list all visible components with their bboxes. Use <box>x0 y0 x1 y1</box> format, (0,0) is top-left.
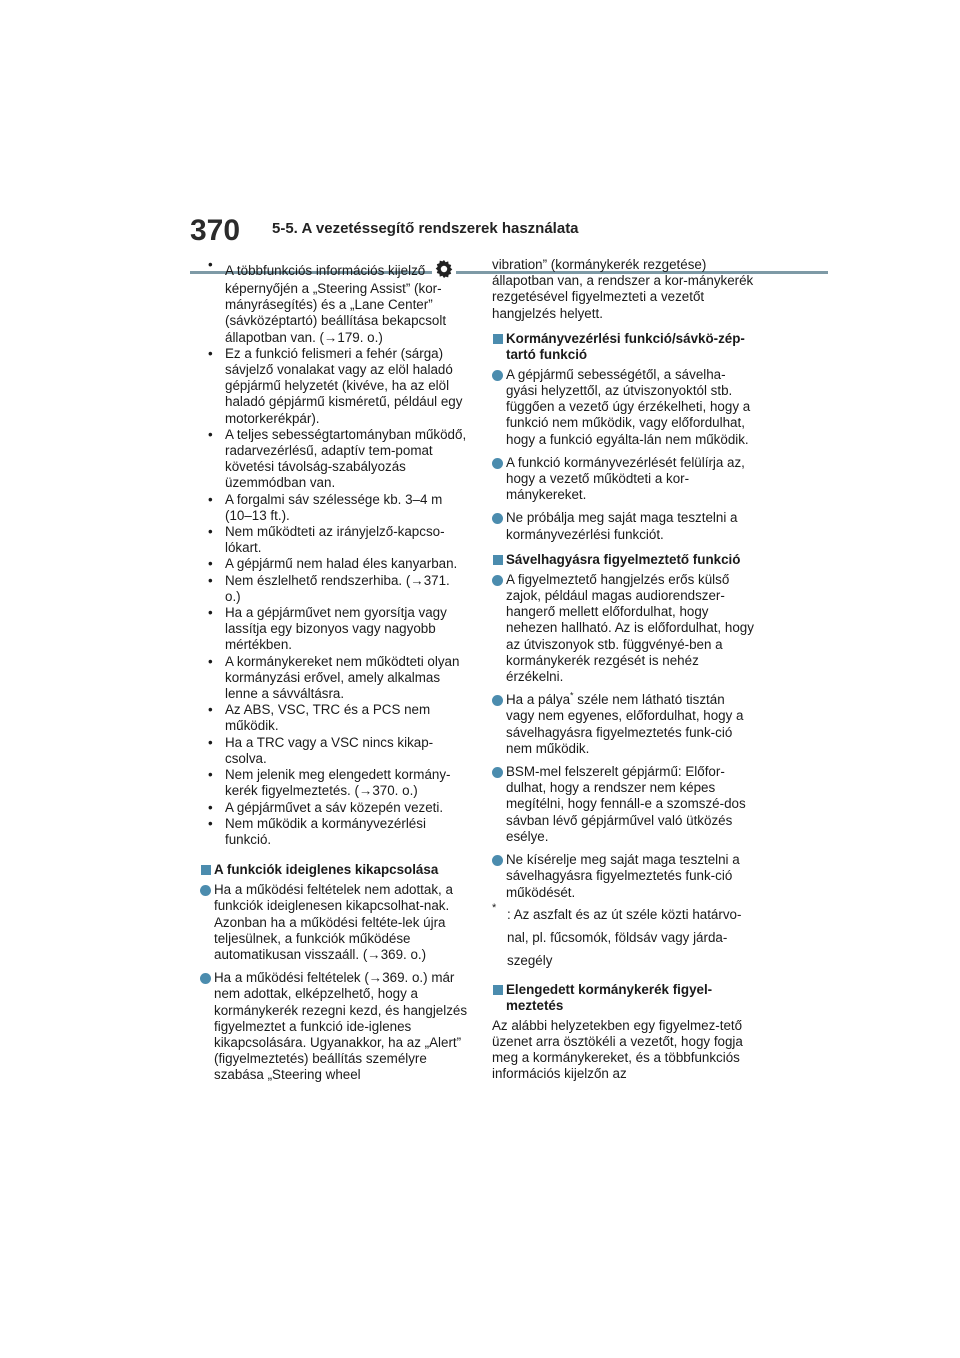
list-item: • A teljes sebességtartományban működő, radarvezérlésű, adaptív tem-pomat követési távolság-szabályozás üzemmódban van. <box>200 427 468 492</box>
continuation-text: vibration” (kormánykerék rezgetése) állapotban van, a rendszer a kor-mánykerék rezgetésével figyelmezteti a vezetőt hangjelzés helyett. <box>492 257 754 321</box>
list-item: • A gépjármű nem halad éles kanyarban. <box>200 556 468 572</box>
square-bullet-icon <box>201 865 211 875</box>
paragraph: Az alábbi helyzetekben egy figyelmez-tető üzenet arra ösztökéli a vezetőt, hogy fogja meg a kormánykereket, és a többfunkciós információs kijelzőn az <box>492 1017 743 1082</box>
list-item: • A forgalmi sáv szélessége kb. 3–4 m (10–13 ft.). <box>200 492 468 524</box>
list-item: A figyelmeztető hangjelzés erős külső zajok, például magas audiorendszer-hangerő mellett előfordulhat, hogy nehezen hallható. Az is előfordulhat, hogy az útviszonyok stb. függvényé-ben a kormánykerék rezgését is nehéz érzékelni. <box>492 572 756 685</box>
circle-bullet-icon <box>200 973 211 984</box>
list-item: BSM-mel felszerelt gépjármű: Előfor-dulhat, hogy a rendszer nem képes megítélni, hogy fennáll-e a szomszé-dos sávban lévő gépjárművel való ütközés esélye. <box>492 764 756 845</box>
footnote-marker: * <box>570 690 574 701</box>
circle-bullet-icon <box>492 575 503 586</box>
list-item: Ha a pálya* széle nem látható tisztán vagy nem egyenes, előfordulhat, hogy a sávelhagyásra figyelmeztetés funk-ció nem működik. <box>492 692 756 757</box>
list-item: • A többfunkciós információs kijelző képernyőjén a „Steering Assist” (kor-mányrásegítés) és a „Lane Center” (sávközéptartó) beállítása bekapcsolt állapotban van. (→179. o.) <box>200 257 468 346</box>
square-bullet-icon <box>493 555 503 565</box>
right-column <box>492 257 756 1090</box>
list-item: Ne próbálja meg saját maga tesztelni a kormányvezérlési funkciót. <box>492 510 756 542</box>
circle-bullet-icon <box>492 855 503 866</box>
section-heading: A funkciók ideiglenes kikapcsolása <box>200 862 468 878</box>
condition-list <box>200 257 468 848</box>
list-item: A funkció kormányvezérlését felülírja az, hogy a vezető működteti a kor-mánykereket. <box>492 455 756 504</box>
list-item: • Nem észlelhető rendszerhiba. (→371. o.) <box>200 573 468 605</box>
list-item: • Nem jelenik meg elengedett kormány-kerék figyelmeztetés. (→370. o.) <box>200 767 468 799</box>
square-bullet-icon <box>493 985 503 995</box>
circle-bullet-icon <box>492 513 503 524</box>
page-number: 370 <box>190 214 241 247</box>
section-heading: Kormányvezérlési funkció/sávkö-zép-tartó funkció <box>492 331 756 363</box>
circle-bullet-icon <box>200 885 211 896</box>
footnote: * : Az aszfalt és az út széle közti határvo-nal, pl. fűcsomók, földsáv vagy járda-szegély <box>492 903 756 972</box>
list-item: Ne kísérelje meg saját maga tesztelni a sávelhagyásra figyelmeztetés funk-ció működését. <box>492 852 756 901</box>
list-item: • A gépjárművet a sáv közepén vezeti. <box>200 800 468 816</box>
list-item: • A kormánykereket nem működteti olyan kormányzási erővel, amely alkalmas lenne a sávváltásra. <box>200 654 468 703</box>
section-heading: Elengedett kormánykerék figyel-meztetés <box>492 982 756 1014</box>
square-bullet-icon <box>493 334 503 344</box>
section-heading: Sávelhagyásra figyelmeztető funkció <box>492 552 756 568</box>
list-item: • Nem működteti az irányjelző-kapcso-lókart. <box>200 524 468 556</box>
list-item: A gépjármű sebességétől, a sávelha-gyási helyzettől, az útviszonyoktól stb. függően a vezető úgy érzékelheti, hogy a funkció nem működik, vagy előfordulhat, hogy a funkció egyálta-lán nem működik. <box>492 367 756 448</box>
list-item: • Ha a gépjárművet nem gyorsítja vagy lassítja egy bizonyos vagy nagyobb mértékben. <box>200 605 468 654</box>
left-column <box>200 257 468 1091</box>
circle-bullet-icon <box>492 767 503 778</box>
list-item: • Nem működik a kormányvezérlési funkció. <box>200 816 468 848</box>
list-item: Ha a működési feltételek (→369. o.) már nem adottak, elképzelhető, hogy a kormánykerék rezegni kezd, és hangjelzés figyelmeztet a funkció ide-iglenes kikapcsolására. Ugyanakkor, ha az „Alert” (figyelmeztetés) beállítás személyre szabása „Steering wheel <box>200 970 468 1083</box>
list-item: Ha a működési feltételek nem adottak, a funkciók ideiglenesen kikapcsolhat-nak. Azonban ha a működési feltéte-lek újra teljesülnek, a funkciók működése automatikusan visszaáll. (→369. o.) <box>200 882 468 963</box>
circle-bullet-icon <box>492 695 503 706</box>
circle-bullet-icon <box>492 458 503 469</box>
footnote-star: * <box>492 901 497 914</box>
list-item: • Ez a funkció felismeri a fehér (sárga) sávjelző vonalakat vagy az elöl haladó gépjármű helyzetét (kivéve, ha az elöl haladó gépjármű kisméretű, például egy motorkerékpár). <box>200 346 468 427</box>
gear-icon <box>432 257 456 281</box>
section-title: 5-5. A vezetéssegítő rendszerek használata <box>272 220 579 237</box>
list-item: • Ha a TRC vagy a VSC nincs kikap-csolva. <box>200 735 468 767</box>
circle-bullet-icon <box>492 370 503 381</box>
list-item: • Az ABS, VSC, TRC és a PCS nem működik. <box>200 702 468 734</box>
